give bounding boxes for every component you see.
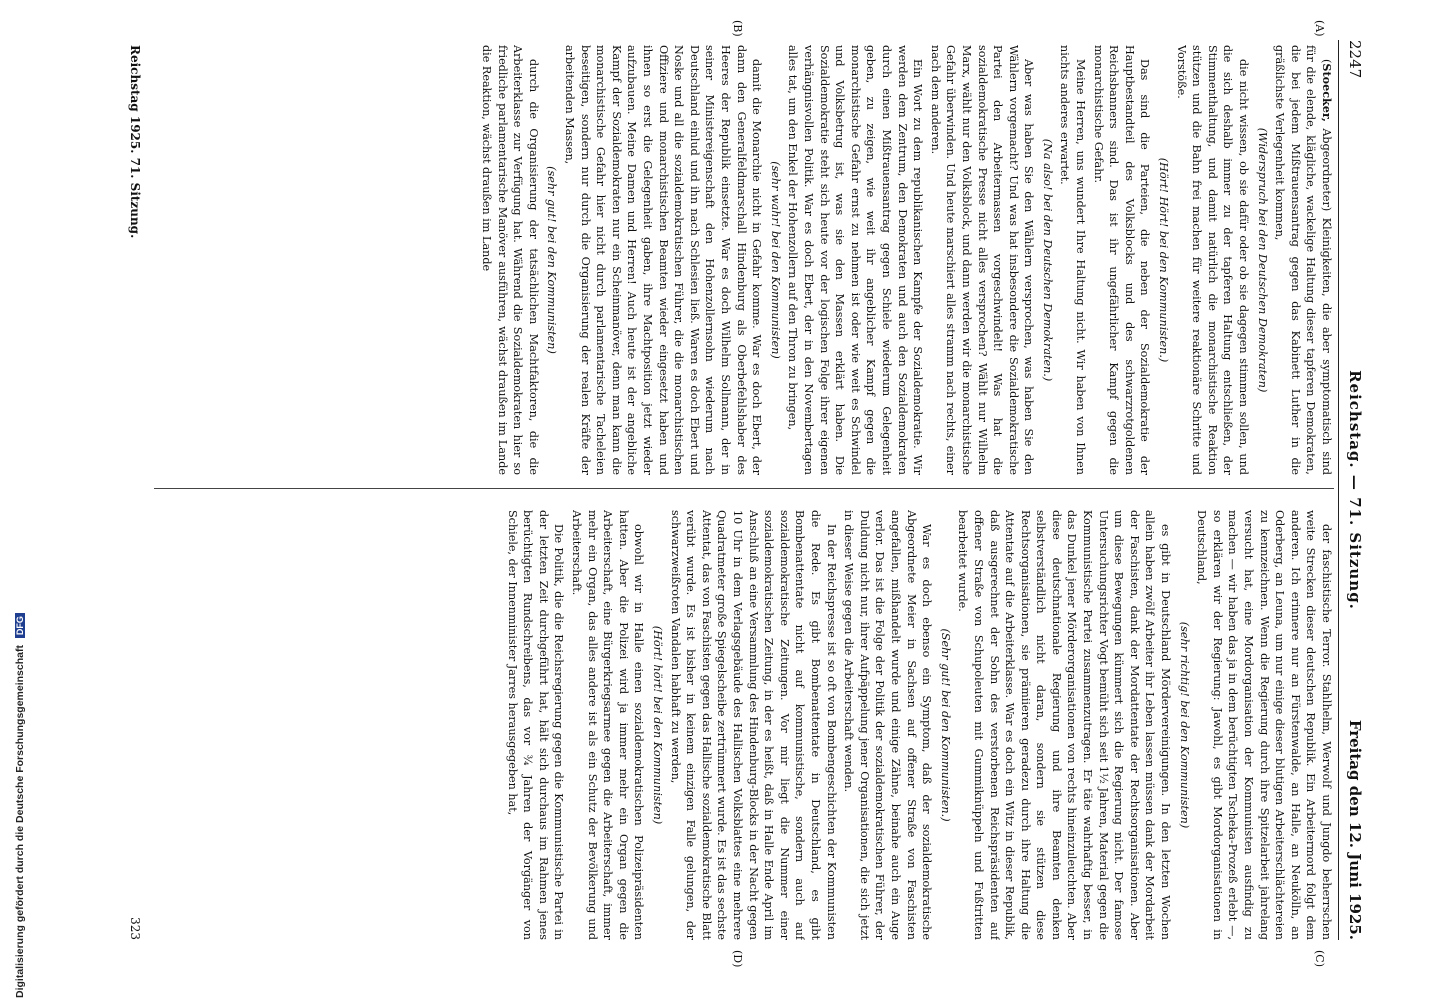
funding-credit-text: Digitalisierung gefördert durch die Deutsche Forschungsgemeinschaft (14, 645, 26, 998)
paragraph: obwohl wir in Halle einen sozialdemokratischen Polizeipräsidenten hatten. Aber die Polizei wird ja immer mehr ein Organ gegen die Arbeiterschaft, eine Bürgerkriegsarmee gegen die Arbeiterschaft, immer mehr ein Organ, das alles andere ist als ein Schutz der Bevölkerung und Arbeiterschaft. (570, 510, 646, 940)
header-rule (1338, 40, 1339, 940)
interjection: (Na also! bei den Deutschen Demokraten.) (1040, 138, 1054, 382)
paragraph: der faschistische Terror. Stahlhelm, Werwolf und Jungdo beherrschen weite Strecken dieser deutschen Republik. Ein Arbeitermord folgt dem anderen. Ich erinnere nur an Fürstenwalde, an Halle, an Neukölln, an Oderberg, an Leuna, um nur einige dieser blutigen Arbeiterschlächtereien zu kennzeichnen. Wenn die Regierung durch ihre Spitzelarbeit jahrelang versucht hat, eine Mordorganisation der Kommunisten ausfindig zu machen — wir haben das ja in dem berüchtigten Tscheka-Prozeß erlebt —, so erklären wir der Regierung: Jawohl, es gibt Mordorganisationen in Deutschland, (1195, 510, 1333, 940)
header-date: Freitag den 12. Juni 1925. (1346, 719, 1364, 940)
paragraph: (Stoecker, Abgeordneter) Kleinigkeiten, die aber symptomatisch sind für die elende, klägliche, wackelige Haltung dieser tapferen Demokraten, die bei jedem Mißtrauensantrag gegen das Kabinett Luther in die gräßlichste Verlegenheit kommen, (1273, 45, 1334, 475)
funding-credit (14, 8, 30, 998)
margin-marker-d: (D) (731, 950, 744, 968)
paragraph: War es doch ebenso ein Symptom, daß der sozialdemokratische Abgeordnete Meier in Sachsen auf offener Straße von Faschisten angefallen, mißhandelt wurde und einige Zähne, beinahe auch ein Auge verlor. Das ist die Folge der Politik der sozialdemokratischen Führer, der Duldung nicht nur, ihrer Aufpäppelung jener Organisationen, die sich jetzt in dieser Weise gegen die Arbeiterschaft wenden. (842, 510, 934, 940)
speaker-role: Abgeordneter (1320, 128, 1333, 207)
interjection: (Widerspruch bei den Deutschen Demokraten) (1255, 127, 1269, 393)
paragraph: Meine Herren, uns wundert Ihre Haltung nicht. Wir haben von Ihnen nichts anderes erwartet. (1058, 45, 1088, 475)
header-title: Reichstag. — 71. Sitzung. (1346, 370, 1364, 610)
paragraph: Ein Wort zu dem republikanischen Kampfe der Sozialdemokratie. Wir werden dem Zentrum, den Demokraten und auch den Sozialdemokraten durch einen Mißtrauensantrag gegen Schiele wiederum Gelegenheit geben, zu zeigen, wie weit ihr angeblicher Kampf gegen die monarchistische Gefahr ernst zu nehmen ist oder wie weit es Schwindel und Volksbetrug ist, was sie den Massen erklärt haben. Die Sozialdemokratie steht sich heute vor der logischen Folge ihrer eigenen verhängnisvollen Politik. War es doch Ebert, der in den Novembertagen alles tat, um den Enkel der Hohenzollern auf den Thron zu bringen, (786, 45, 925, 475)
header-session-number: 2247 (1346, 40, 1364, 79)
interjection: (Hört! Hört! bei den Kommunisten.) (1157, 157, 1171, 363)
footer-sheet-number: 323 (128, 917, 142, 940)
text-column-left (159, 45, 1334, 475)
paragraph: Das sind die Parteien, die neben der Sozialdemokratie der Hauptbestandteil des Volksblocks und des schwarzrotgoldenen Reichsbanners sind. Das ist ihr ungefährlicher Kampf gegen die monarchistische Gefahr. (1091, 45, 1152, 475)
interjection: (Sehr gut! bei den Kommunisten.) (938, 628, 952, 822)
speaker-name: Stoecker, (1320, 63, 1334, 122)
margin-marker-c: (C) (1313, 950, 1326, 967)
paragraph-text: Kleinigkeiten, die aber symptomatisch sind für die elende, klägliche, wackelige Haltung dieser tapferen Demokraten, die bei jedem Mißtrauensantrag gegen das Kabinett Luther in die gräßlichste Verlegenheit kommen, (1273, 45, 1333, 475)
paragraph: die nicht wissen, ob sie dafür oder ob sie dagegen stimmen sollen, und die sich deshalb immer zu der tapferen Haltung entschließen, der Stimmenthaltung, und damit natürlich die monarchistische Reaktion stützen und die Bahn frei machen für weitere reaktionäre Schritte und Vorstöße. (1174, 45, 1251, 475)
dfg-logo: DFG (15, 613, 25, 638)
paragraph: Die Politik, die die Reichsregierung gegen die Kommunistische Partei in der letzten Zeit durchgeführt hat, hält sich durchaus im Rahmen jenes berüchtigten Rundschreibens, das vor ¾ Jahren der Vorgänger von Schiele, der Innenminister Jarres herausgegeben hat, (505, 510, 566, 940)
paragraph: durch die Organisierung der tatsächlichen Machtfaktoren, die die Arbeiterklasse zur Verfügung hat. Während die Sozialdemokraten hier so friedliche parlamentarische Manöver ausführen, wächst draußen im Lande die Reaktion, wächst draußen im Lande (480, 45, 540, 475)
paragraph: In der Reichspresse ist so oft von Bombengeschichten der Kommunisten die Rede. Es gibt Bombenattentate in Deutschland, es gibt Bombenattentate nicht auf kommunistische, sondern auch auf sozialdemokratische Zeitungen. Vor mir liegt die Nummer einer sozialdemokratischen Zeitung, in der es heißt, daß in Halle Ende April im Anschluß an eine Versammlung des Hindenburg-Blocks in der Nacht gegen 10 Uhr in dem Verlagsgebäude des Hallischen Volksblattes eine mehrere Quadratmeter große Spiegelscheibe zertrümmert wurde. Es ist das sechste Attentat, das von Faschisten gegen das Hallische sozialdemokratische Blatt verübt wurde. Es ist bisher in keinem einzigen Falle gelungen, der schwarzweißroten Vandalen habhaft zu werden, (668, 510, 838, 940)
margin-marker-b: (B) (731, 20, 744, 37)
interjection: (sehr richtig! bei den Kommunisten) (1177, 621, 1191, 829)
paragraph: Aber was haben Sie den Wählern versprochen, was haben Sie den Wählern vorgemacht? Und was hat insbesondere die Sozialdemokratische Partei den Arbeitermassen vorgeschwindelt! Was hat die sozialdemokratische Presse nicht alles versprochen? Wählt nur Wilhelm Marx, wählt nur den Volksblock, und dann werden wir die monarchistische Gefahr überwinden. Und heute marschiert alles stramm nach rechts, einer nach dem anderen. (928, 45, 1036, 475)
column-divider (154, 488, 1334, 489)
margin-marker-a: (A) (1313, 20, 1326, 37)
paragraph: es gibt in Deutschland Mördervereinigungen. In den letzten Wochen allein haben zwölf Arbeiter ihr Leben lassen müssen dank der Mordarbeit der Faschisten, dank der Mordattentate der Rechtsorganisationen. Aber um diese Bewegungen kümmert sich die Regierung nicht. Der famose Untersuchungsrichter Vogt bemüht sich seit 1½ Jahren, Material gegen die Kommunistische Partei zusammenzutragen. Er täte wahrhaftig besser, in das Dunkel jener Mörderorganisationen von rechts hineinzuleuchten. Aber diese deutschnationale Regierung und ihre Beamten denken selbstverständlich nicht daran, sondern sie stützen diese Rechtsorganisationen, sie prämiieren geradezu durch ihre Haltung die Attentate auf die Arbeiterklasse. War es doch ein Witz in dieser Republik, daß ausgerechnet der Sohn des verstorbenen Reichspräsidenten auf offener Straße von Schupoleuten mit Gummiknüppeln und Fußtritten bearbeitet wurde. (956, 510, 1173, 940)
page-footer (122, 45, 142, 940)
paragraph: damit die Monarchie nicht in Gefahr komme. War es doch Ebert, der dann den Generalfeldmarschall Hindenburg als Oberbefehlshaber des Heeres der Republik einsetzte. War es doch Wilhelm Sollmann, der in seiner Ministereigenschaft den Hohenzollernsohn wiederum nach Deutschland einlud und ihn nach Schlesien ließ. Waren es doch Ebert und Noske und all die sozialdemokratischen Führer, die die monarchistischen Offiziere und monarchistischen Beamten wieder eingesetzt haben und ihnen so erst die Gelegenheit gaben, ihre Machtposition jetzt wieder aufzubauen. Meine Damen und Herren! Auch heute ist der angebliche Kampf der Sozialdemokraten nur ein Scheinmanöver, denn man kann die monarchistische Gefahr hier nicht durch parlamentarische Tacheleien beseitigen, sondern nur durch die Organisierung der realen Kräfte der arbeitenden Massen, (563, 45, 764, 475)
footer-volume: Reichstag 1925. 71. Sitzung. (128, 45, 142, 239)
interjection: (Hört! hört! bei den Kommunisten) (651, 625, 665, 825)
interjection: (sehr wahr! bei den Kommunisten) (768, 161, 782, 359)
text-column-right (159, 510, 1334, 940)
interjection: (sehr gut! bei den Kommunisten) (545, 166, 559, 354)
page-header (1340, 40, 1364, 940)
